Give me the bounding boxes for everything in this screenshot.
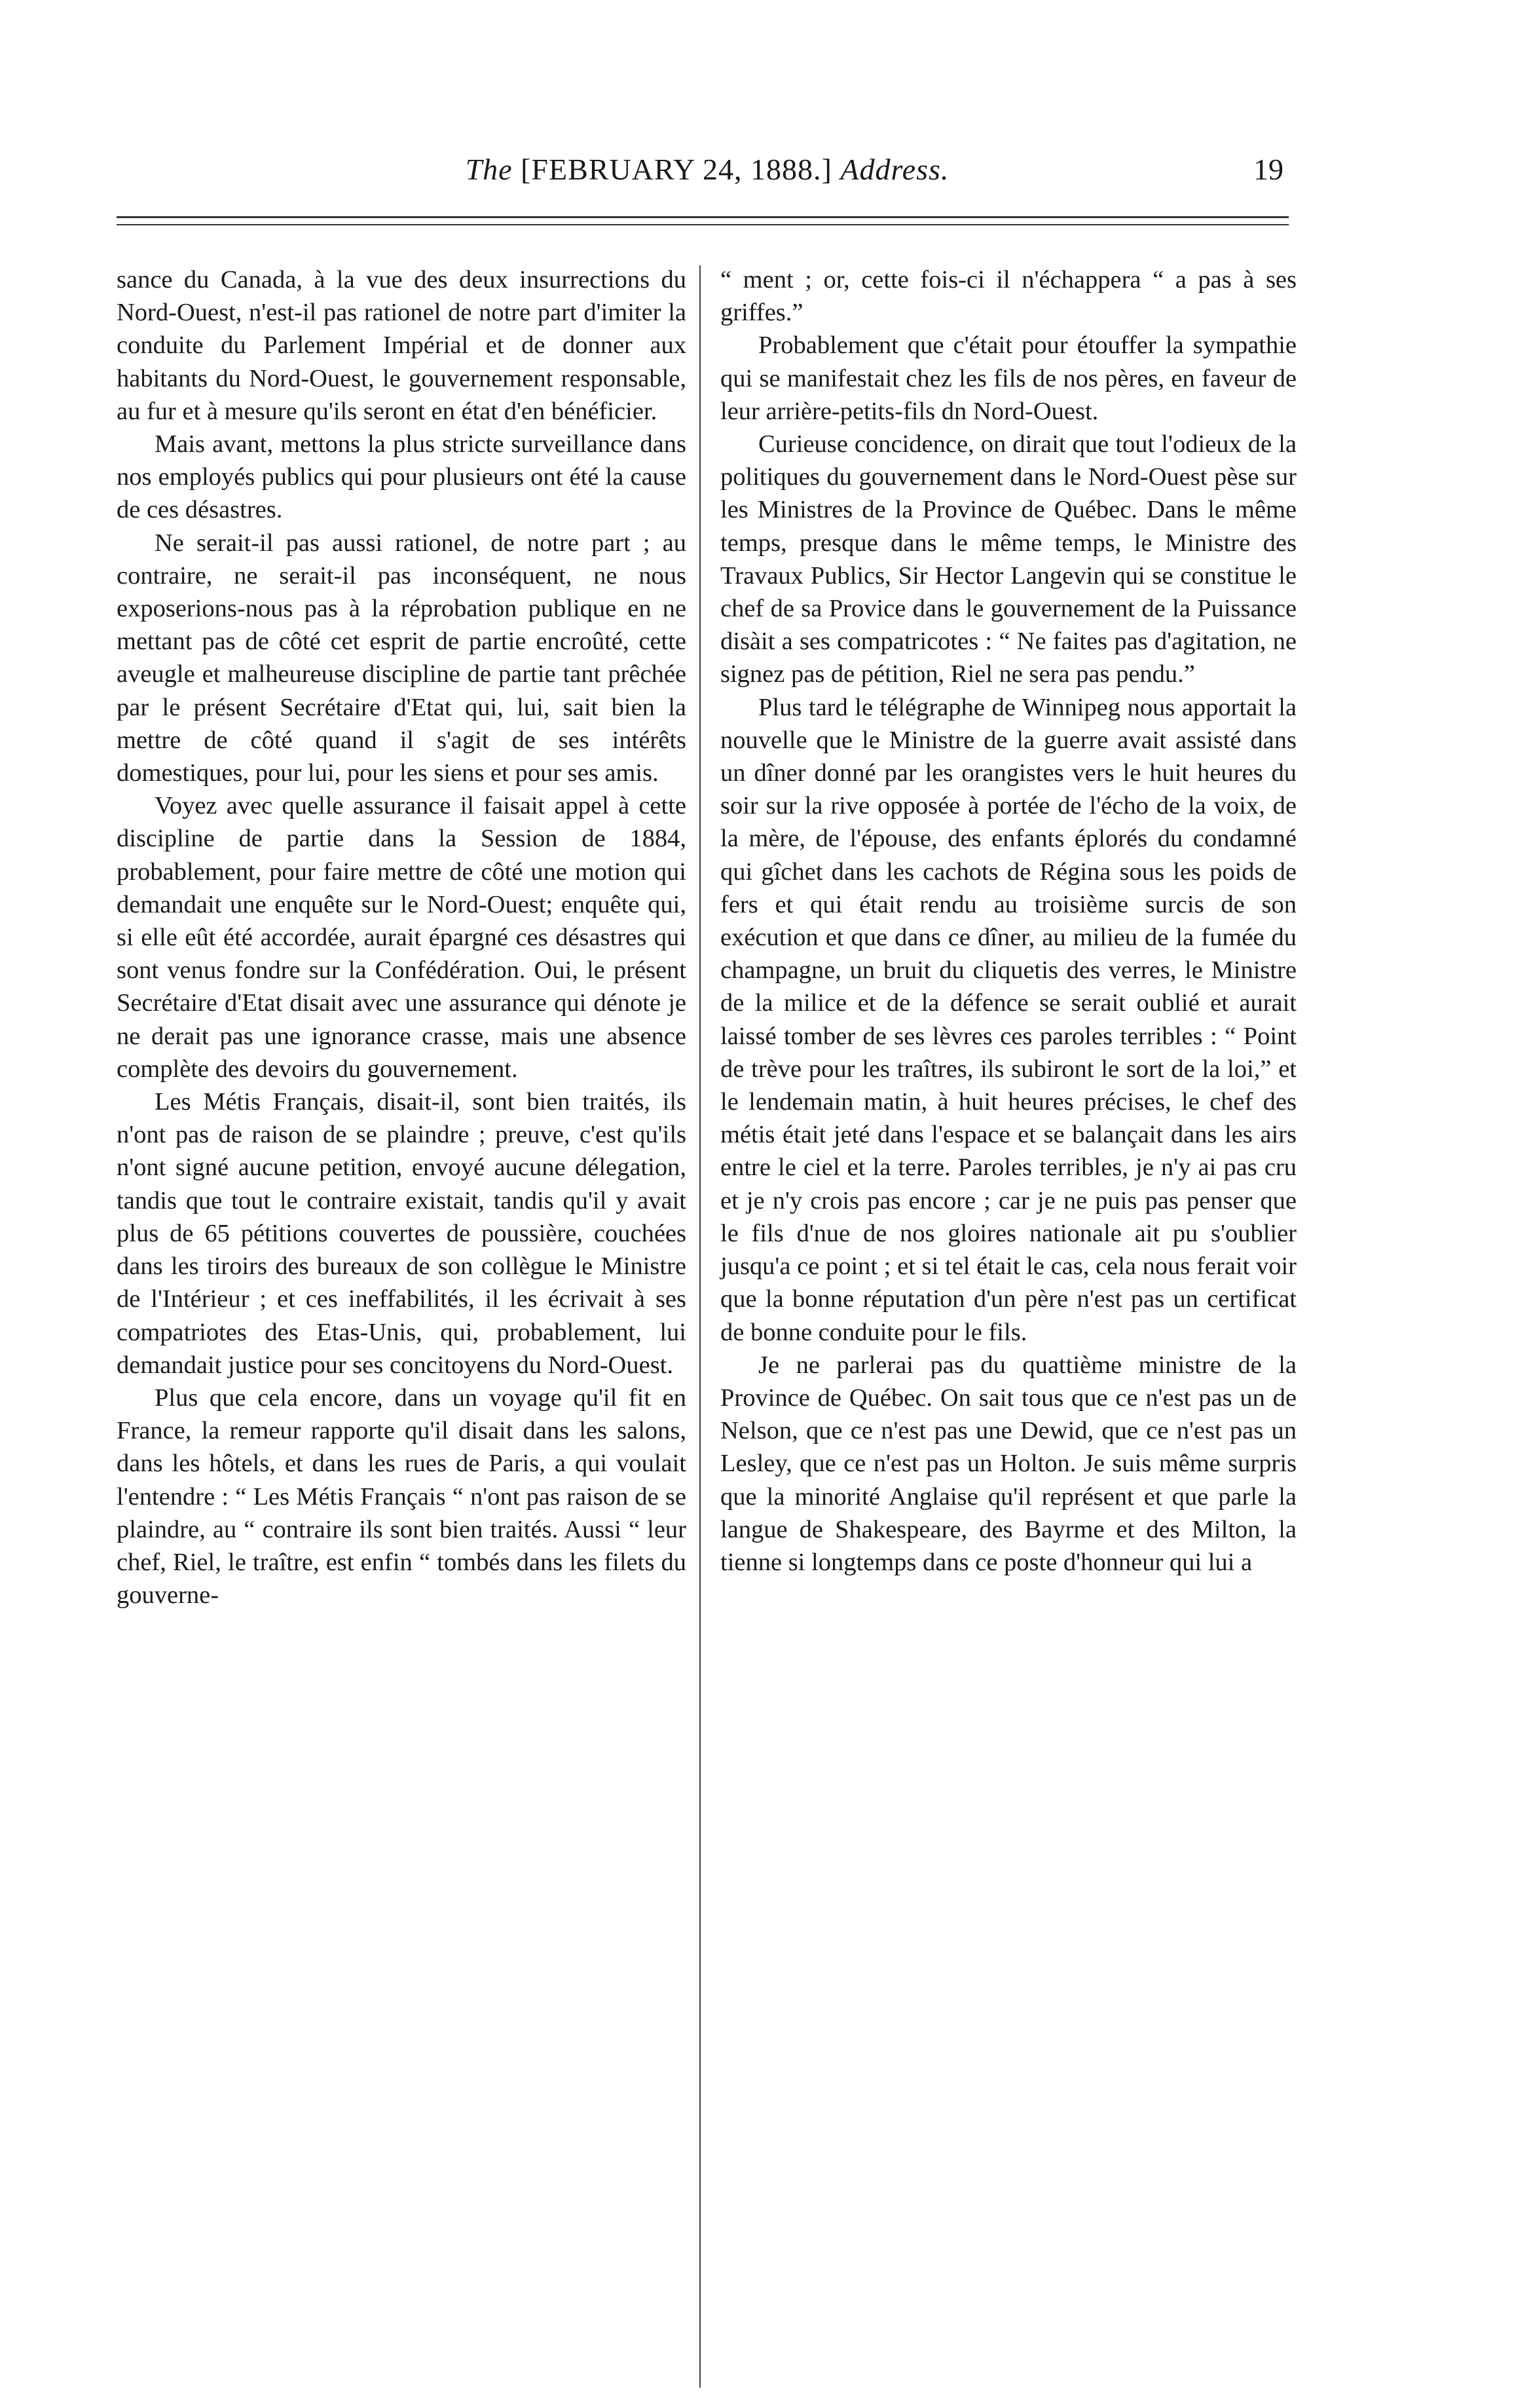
header-date: [FEBRUARY 24, 1888.] xyxy=(521,153,832,186)
paragraph: Probablement que c'était pour étouffer la sympathie qui se manifestait chez les fils de nos pères, en faveur de leur arrière-petits-fils dn Nord-Ouest. xyxy=(720,331,1297,425)
left-column xyxy=(117,263,686,1611)
running-head xyxy=(118,152,1297,187)
paragraph: Plus tard le télégraphe de Winnipeg nous apportait la nouvelle que le Ministre de la guerre avait assisté dans un dîner donné par les orangistes vers le huit heures du soir sur la rive opposée à portée de l'écho de la voix, de la mère, de l'épouse, des enfants éplorés du condamné qui gîchet dans les cachots de Régina sous les poids de fers et qui était rendu au troisième surcis de son exécution et que dans ce dîner, au milieu de la fumée du champagne, un bruit du cliquetis des verres, le Ministre de la milice et de la défence se serait oublié et aurait laissé tomber de ses lèvres ces paroles terribles : “ Point de trève pour les traîtres, ils subiront le sort de la loi,” et le lendemain matin, à huit heures précises, le chef des métis était jeté dans l'espace et se balançait dans les airs entre le ciel et la terre. Paroles terribles, je n'y ai pas cru et je n'y crois pas encore ; car je ne puis pas penser que le fils d'nue de nos gloires nationale ait pu s'oublier jusqu'a ce point ; et si tel était le cas, cela nous ferait voir que la bonne réputation d'un père n'est pas un certificat de bonne conduite pour le fils. xyxy=(720,693,1297,1346)
paragraph: Je ne parlerai pas du quattième ministre de la Province de Québec. On sait tous que ce n'est pas un de Nelson, que ce n'est pas une Dewid, que ce n'est pas un Lesley, que ce n'est pas un Holton. Je suis même surpris que la minorité Anglaise qu'il représent et que parle la langue de Shakespeare, des Bayrme et des Milton, la tienne si longtemps dans ce poste d'honneur qui lui a xyxy=(720,1351,1297,1576)
paragraph: Curieuse concidence, on dirait que tout l'odieux de la politiques du gouvernement dans le Nord-Ouest pèse sur les Ministres de la Province de Québec. Dans le même temps, presque dans le même temps, le Ministre des Travaux Publics, Sir Hector Langevin qui se constitue le chef de sa Provice dans le gouvernement de la Puissance disàit a ses compatricotes : “ Ne faites pas d'agitation, ne signez pas de pétition, Riel ne sera pas pendu.” xyxy=(720,430,1297,688)
header-the: The xyxy=(465,153,513,186)
page-number: 19 xyxy=(1253,153,1283,186)
header-rule-bottom xyxy=(117,224,1289,225)
paragraph: “ ment ; or, cette fois-ci il n'échappera “ a pas à ses griffes.” xyxy=(720,266,1297,327)
column-separator xyxy=(699,265,701,2388)
right-column xyxy=(720,263,1297,1579)
paragraph: Voyez avec quelle assurance il faisait appel à cette discipline de partie dans la Session de 1884, probablement, pour faire mettre de côté une motion qui demandait une enquête sur le Nord-Ouest; enquête qui, si elle eût été accordée, aurait épargné ces désastres qui sont venus fondre sur la Confédération. Oui, le présent Secrétaire d'Etat disait avec une assurance qui dénote je ne derait pas une ignorance crasse, mais une absence complète des devoirs du gouvernement. xyxy=(117,792,686,1083)
paragraph: Les Métis Français, disait-il, sont bien traités, ils n'ont pas de raison de se plaindre ; preuve, c'est qu'ils n'ont signé aucune petition, envoyé aucune délegation, tandis que tout le contraire existait, tandis qu'il y avait plus de 65 pétitions couvertes de poussière, couchées dans les tiroirs des bureaux de son collègue le Ministre de l'Intérieur ; et ces ineffabilités, il les écrivait à ses compatriotes des Etas-Unis, qui, probablement, lui demandait justice pour ses concitoyens du Nord-Ouest. xyxy=(117,1088,686,1379)
header-rule-top xyxy=(117,216,1289,218)
paragraph: Plus que cela encore, dans un voyage qu'il fit en France, la remeur rapporte qu'il disait dans les salons, dans les hôtels, et dans les rues de Paris, a qui voulait l'entendre : “ Les Métis Français “ n'ont pas raison de se plaindre, au “ contraire ils sont bien traités. Aussi “ leur chef, Riel, le traître, est enfin “ tombés dans les filets du gouverne- xyxy=(117,1383,686,1609)
header-address: Address. xyxy=(840,153,950,186)
paragraph: sance du Canada, à la vue des deux insurrections du Nord-Ouest, n'est-il pas rationel de notre part d'imiter la conduite du Parlement Impérial et de donner aux habitants du Nord-Ouest, le gouvernement responsable, au fur et à mesure qu'ils seront en état d'en bénéficier. xyxy=(117,266,686,425)
paragraph: Mais avant, mettons la plus stricte surveillance dans nos employés publics qui pour plusieurs ont été la cause de ces désastres. xyxy=(117,430,686,524)
paragraph: Ne serait-il pas aussi rationel, de notre part ; au contraire, ne serait-il pas inconséquent, ne nous exposerions-nous pas à la réprobation publique en ne mettant pas de côté cet esprit de partie encroûté, cette aveugle et malheureuse discipline de partie tant prêchée par le présent Secrétaire d'Etat qui, lui, sait bien la mettre de côté quand il s'agit de ses intérêts domestiques, pour lui, pour les siens et pour ses amis. xyxy=(117,529,686,787)
running-header xyxy=(118,152,1297,198)
